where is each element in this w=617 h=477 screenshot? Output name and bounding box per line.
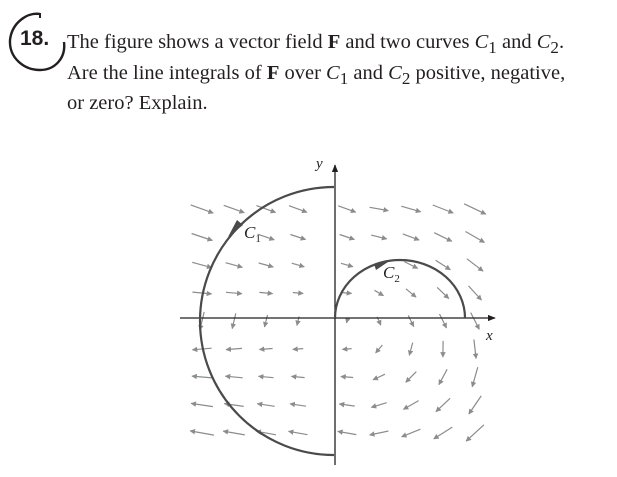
- problem-line-3: or zero? Explain.: [67, 92, 208, 115]
- c2-label-subscript: 2: [394, 273, 400, 285]
- field-arrow: [471, 313, 480, 330]
- vector-field-symbol: F: [266, 61, 280, 84]
- field-arrow: [437, 287, 449, 298]
- c1-label-subscript: 1: [255, 233, 261, 245]
- field-arrow: [259, 263, 274, 267]
- c2-label-letter: C: [383, 263, 395, 282]
- field-arrow: [408, 315, 413, 326]
- field-arrow: [290, 404, 306, 406]
- curve-c2-subscript: 2: [550, 38, 559, 58]
- field-arrow: [259, 349, 272, 350]
- field-arrow: [376, 345, 383, 353]
- field-arrow: [464, 204, 486, 214]
- field-arrow: [257, 404, 274, 407]
- text-seg: Are the line integrals of: [67, 61, 267, 84]
- field-arrow: [439, 369, 447, 384]
- text-seg: and: [348, 61, 389, 84]
- field-arrow: [191, 403, 213, 406]
- curve-c2-symbol: C: [536, 31, 551, 53]
- field-arrow: [339, 404, 354, 406]
- text-seg: and: [496, 31, 537, 53]
- field-arrow: [402, 429, 421, 437]
- field-arrow: [338, 431, 357, 434]
- field-arrow: [259, 376, 274, 377]
- c1-label-letter: C: [244, 223, 256, 242]
- curve-c1-label: [244, 223, 261, 245]
- field-arrow: [370, 207, 389, 210]
- text-seg: and two curves: [340, 31, 475, 53]
- curve-c1-subscript: 1: [339, 68, 349, 88]
- curve-c2-symbol: C: [388, 61, 402, 84]
- vector-field-arrows: [190, 204, 486, 441]
- problem-number: 18.: [20, 27, 50, 50]
- field-arrow: [293, 349, 303, 350]
- y-axis-label: y: [316, 156, 323, 172]
- field-arrow: [226, 292, 242, 293]
- field-arrow: [409, 343, 412, 356]
- field-arrow: [406, 372, 417, 383]
- field-arrow: [371, 235, 387, 239]
- field-arrow: [469, 286, 482, 300]
- field-arrow: [291, 376, 304, 377]
- field-arrow: [340, 235, 355, 240]
- text-seg: .: [558, 31, 565, 53]
- x-axis-label: x: [486, 328, 493, 344]
- curve-c2-label: [383, 263, 400, 285]
- field-arrow: [433, 205, 454, 213]
- field-arrow: [403, 234, 419, 240]
- field-arrow: [403, 401, 418, 410]
- field-arrow: [289, 431, 308, 434]
- field-arrow: [474, 340, 476, 359]
- field-arrow: [232, 313, 236, 328]
- field-arrow: [259, 292, 272, 293]
- field-arrow: [472, 367, 478, 387]
- field-arrow: [466, 425, 484, 441]
- field-arrow: [373, 374, 385, 380]
- field-arrow: [467, 259, 483, 271]
- curve-c1-arrowhead: [228, 220, 243, 237]
- field-arrow: [190, 431, 214, 435]
- field-arrow: [289, 206, 307, 213]
- field-arrow: [342, 293, 351, 294]
- field-arrow: [347, 319, 348, 323]
- field-arrow: [192, 262, 212, 267]
- text-seg: positive, negative,: [410, 61, 566, 84]
- field-arrow: [224, 205, 245, 212]
- field-arrow: [293, 293, 303, 294]
- field-arrow: [226, 348, 242, 349]
- curve-c1-symbol: C: [474, 31, 489, 53]
- curve-c2: [335, 260, 465, 318]
- field-arrow: [290, 235, 305, 240]
- field-arrow: [192, 234, 213, 241]
- curve-c1-subscript: 1: [488, 38, 497, 58]
- field-arrow: [371, 403, 386, 408]
- field-arrow: [226, 263, 243, 268]
- field-arrow: [223, 431, 245, 435]
- field-arrow: [469, 396, 481, 414]
- field-arrow: [341, 263, 353, 266]
- field-arrow: [436, 260, 451, 270]
- field-arrow: [192, 376, 212, 378]
- field-arrow: [466, 232, 485, 243]
- field-arrow: [341, 377, 353, 378]
- field-arrow: [375, 290, 384, 295]
- field-arrow: [224, 404, 243, 407]
- field-arrow: [292, 263, 305, 267]
- field-arrow: [225, 376, 242, 378]
- field-arrow: [191, 205, 214, 213]
- vector-field-symbol: F: [327, 31, 341, 53]
- field-arrow: [434, 233, 452, 242]
- field-arrow: [440, 314, 447, 328]
- field-arrow: [265, 315, 268, 327]
- field-arrow: [434, 427, 453, 439]
- field-arrow: [406, 289, 416, 297]
- field-arrow: [342, 349, 351, 350]
- text-seg: The figure shows a vector field: [67, 31, 328, 53]
- field-arrow: [370, 431, 389, 435]
- field-arrow: [401, 206, 420, 212]
- curve-c2-subscript: 2: [401, 68, 411, 88]
- curve-c1-symbol: C: [326, 61, 340, 84]
- text-seg: over: [279, 61, 327, 84]
- field-arrow: [436, 398, 450, 411]
- curve-c1: [200, 187, 334, 455]
- field-arrow: [338, 206, 356, 212]
